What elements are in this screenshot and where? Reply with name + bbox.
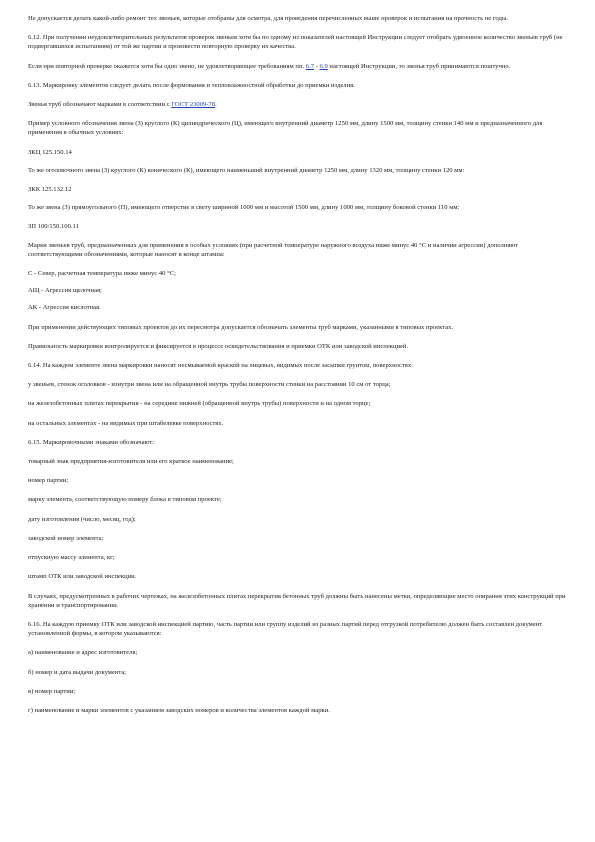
list-item: АЩ - Агрессия щелочная;: [28, 287, 102, 295]
link-gost[interactable]: ГОСТ 23009-78: [171, 101, 216, 109]
paragraph: Не допускается делать какой-либо ремонт тех звеньев, которые отобраны для осмотра, для проведения перечисленных выше проверок и испытания на прочность не годы.: [28, 15, 508, 22]
paragraph-6-13: 6.13. Маркировку элементов следует делать после формования и тепловлажностной обработки до приемки изделия.: [28, 81, 355, 89]
list-item: г) наименование и марки элементов с указанием заводских номеров и количества элементов каждой марки.: [28, 706, 330, 714]
paragraph-example: То же звена (З) прямоугольного (П), имеющего отверстие в свету шириной 1000 мм и высотой 1500 мм, длину 1000 мм, толщину боковой стенки 110 мм:: [28, 204, 460, 212]
paragraph-6-15: 6.15. Маркировочными знаками обозначают:: [28, 438, 155, 446]
mark-code: ЗКЦ 125.150.14: [28, 148, 72, 156]
paragraph: на железобетонных плитах перекрытия - на середине нижней (обращенной внутрь трубы) поверхности и на одном торце;: [28, 400, 371, 408]
list-item: дату изготовления (число, месяц, год);: [28, 515, 136, 523]
paragraph-6-14: 6.14. На каждом элементе звена маркировки наносят несмываемой краской на лицевых, видимых после засыпки грунтом, поверхностях:: [28, 362, 413, 370]
list-item: в) номер партии;: [28, 687, 76, 695]
list-item: отпускную массу элемента, кг;: [28, 554, 115, 562]
paragraph-example: То же оголовочного звена (З) круглого (К) конического (К), имеющего наименьший внутренний диаметр 1250 мм, длину 1320 мм, толщину стенки 120 мм:: [28, 166, 465, 174]
document-page: [28, 14, 568, 725]
list-item: С - Север, расчетная температура ниже минус 40 °С;: [28, 270, 176, 278]
paragraph-gost: [28, 100, 568, 109]
mark-code: ЗП 100/150.100.11: [28, 223, 79, 231]
list-item: номер партии;: [28, 477, 69, 485]
text: -: [314, 62, 320, 70]
list-item: товарный знак предприятия-изготовителя или его краткое наименование;: [28, 458, 234, 466]
text: Если при повторной проверке окажется хотя бы одно звено, не удовлетворяющее требованиям пп.: [28, 62, 306, 70]
list-item: марку элемента, соответствующую номеру блока в типовом проекте;: [28, 496, 222, 504]
paragraph-repeat-check: [28, 62, 568, 71]
link-clause-6-9[interactable]: 6.9: [319, 62, 328, 70]
paragraph: Правильность маркировки контролируется и фиксируется в процессе освидетельствования и приемки ОТК или заводской инспекцией.: [28, 342, 409, 350]
list-item: штамп ОТК или заводской инспекции.: [28, 573, 137, 581]
list-item: заводской номер элемента;: [28, 534, 104, 542]
paragraph: на остальных элементах - на видимых при штабелевке поверхностях.: [28, 419, 224, 427]
paragraph-example: Пример условного обозначения звена (З) круглого (К) цилиндрического (Ц), имеющего внутренний диаметр 1250 мм, длину 1500 мм, толщину стенки 140 мм и предназначенного для применения в обычных условиях:: [28, 120, 543, 137]
text: настоящей Инструкции, то звенья труб принимаются поштучно.: [327, 62, 511, 70]
paragraph-special: Марки звеньев труб, предназначенных для применения в особых условиях (при расчетной температуре наружного воздуха ниже минус 40 °С и наличии агрессии) дополняют соответствующими обозначениями, которые наносят в конце штампа:: [28, 241, 519, 258]
link-clause-6-7[interactable]: 6.7: [305, 62, 315, 70]
text: Звенья труб обозначают марками в соответствии с: [28, 101, 172, 109]
mark-code: ЗКК 125.132.12: [28, 186, 72, 194]
paragraph-6-16: 6.16. На каждую приемку ОТК или заводской инспекцией партию, часть партии или группу изделий из разных партий перед отгрузкой потребителю должен быть составлен документ установленной формы, в котором указываются:: [28, 620, 543, 638]
list-item: а) наименование и адрес изготовителя;: [28, 649, 138, 657]
paragraph: В случаях, предусмотренных в рабочих чертежах, на железобетонных плитах перекрытия бетонных труб должны быть нанесены метки, определяющие место опирания этих конструкций при хранении и транспортировании.: [28, 592, 566, 609]
paragraph: При применении действующих типовых проектов до их пересмотра допускается обозначать элементы труб марками, указанными в типовых проектах.: [28, 323, 454, 331]
paragraph-6-12: 6.12. При получении неудовлетворительных результатов проверок звеньев хотя бы по одному из показателей настоящей Инструкции следует отобрать удвоенное количество звеньев труб (не подвергавшихся испытаниям) от той же партии и произвести повторную проверку их качества.: [28, 34, 563, 51]
list-item: б) номер и дата выдачи документа;: [28, 668, 127, 676]
paragraph: у звеньев, стенок оголовков - изнутри звена или на обращенной внутрь трубы поверхности стенки на расстоянии 10 см от торца;: [28, 381, 391, 389]
list-item: АК - Агрессия кислотная.: [28, 304, 101, 312]
text: .: [215, 101, 217, 109]
